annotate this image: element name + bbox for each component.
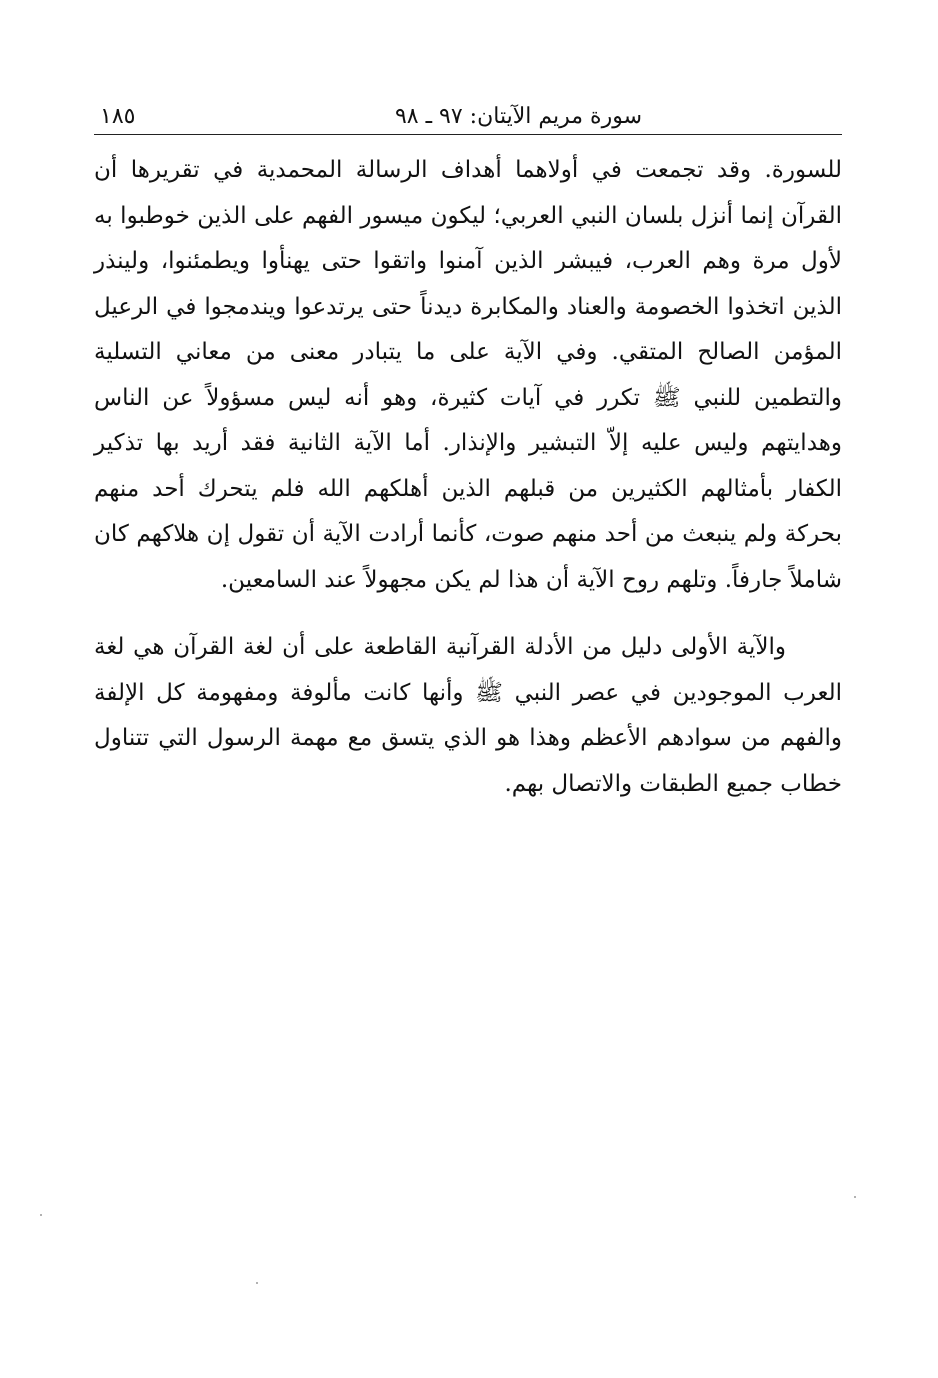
scan-speck — [256, 1282, 258, 1284]
paragraph-1: للسورة. وقد تجمعت في أولاهما أهداف الرسالة المحمدية في تقريرها أن القرآن إنما أنزل بلسان النبي العربي؛ ليكون ميسور الفهم على الذين خوطبوا به لأول مرة وهم العرب، فيبشر الذين آمنوا واتقوا حتى يهنأوا ويطمئنوا، ولينذر الذين اتخذوا الخصومة والعناد والمكابرة ديدناً حتى يرتدعوا ويندمجوا في الرعيل المؤمن الصالح المتقي. وفي الآية على ما يتبادر معنى من معاني التسلية والتطمين للنبي ﷺ تكرر في آيات كثيرة، وهو أنه ليس مسؤولاً عن الناس وهدايتهم وليس عليه إلاّ التبشير والإنذار. أما الآية الثانية فقد أريد بها تذكير الكفار بأمثالهم الكثيرين من قبلهم الذين أهلكهم الله فلم يتحرك أحد منهم بحركة ولم ينبعث من أحد منهم صوت، كأنما أرادت الآية أن تقول إن هلاكهم كان شاملاً جارفاً. وتلهم روح الآية أن هذا لم يكن مجهولاً عند السامعين. — [94, 157, 842, 593]
header-title: سورة مريم الآيتان: ٩٧ ـ ٩٨ — [394, 104, 642, 129]
scan-speck — [854, 1196, 856, 1198]
paragraph-2: والآية الأولى دليل من الأدلة القرآنية القاطعة على أن لغة القرآن هي لغة العرب الموجودين في عصر النبي ﷺ وأنها كانت مألوفة ومفهومة كل الإلفة والفهم من سوادهم الأعظم وهذا هو الذي يتسق مع مهمة الرسول التي تتناول خطاب جميع الطبقات والاتصال بهم. — [94, 634, 842, 797]
page-number: ١٨٥ — [100, 104, 136, 129]
running-header — [94, 100, 842, 135]
body-text — [94, 148, 842, 807]
scan-speck — [40, 1214, 42, 1216]
